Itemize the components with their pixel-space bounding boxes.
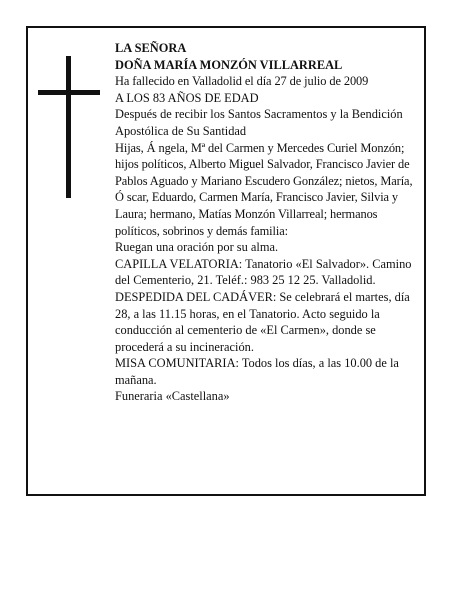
family-paragraph: Hijas, Á ngela, Mª del Carmen y Mercedes Curiel Monzón; hijos políticos, Alberto Miguel Salvador, Francisco Javier de Pablos Aguado y Mariano Escudero González; nietos, María, Ó scar, Eduardo, Carmen María, Francisco Javier, Silvia y Laura; hermano, Matías Monzón Villarreal; hermanos políticos, sobrinos y demás familia: [115, 140, 413, 238]
farewell-info: DESPEDIDA DEL CADÁVER: Se celebrará el martes, día 28, a las 11.15 horas, en el Tanatorio. Acto seguido la conducción al cementerio de «El Carmen», donde se procederá a su incineración. [115, 289, 410, 354]
sacraments-paragraph: Después de recibir los Santos Sacramentos y la Bendición Apostólica de Su Santidad [115, 107, 403, 138]
chapel-info: CAPILLA VELATORIA: Tanatorio «El Salvador». Camino del Cementerio, 21. Teléf.: 983 25 12 25. Valladolid. [115, 256, 412, 288]
mass-info: MISA COMUNITARIA: Todos los días, a las 10.00 de la mañana. [115, 356, 399, 387]
obituary-text [115, 40, 421, 405]
prayer-request: Ruegan una oración por su alma. [115, 240, 279, 255]
cross-icon [38, 56, 100, 198]
age-line: A LOS 83 AÑOS DE EDAD [115, 90, 259, 105]
title-la-senora: LA SEÑORA [115, 41, 187, 55]
cross-vertical-bar [66, 56, 71, 198]
deceased-name: DOÑA MARÍA MONZÓN VILLARREAL [115, 57, 343, 72]
cross-horizontal-bar [38, 90, 100, 95]
funeral-home: Funeraria «Castellana» [115, 389, 230, 404]
death-announcement: Ha fallecido en Valladolid el día 27 de julio de 2009 [115, 74, 369, 89]
